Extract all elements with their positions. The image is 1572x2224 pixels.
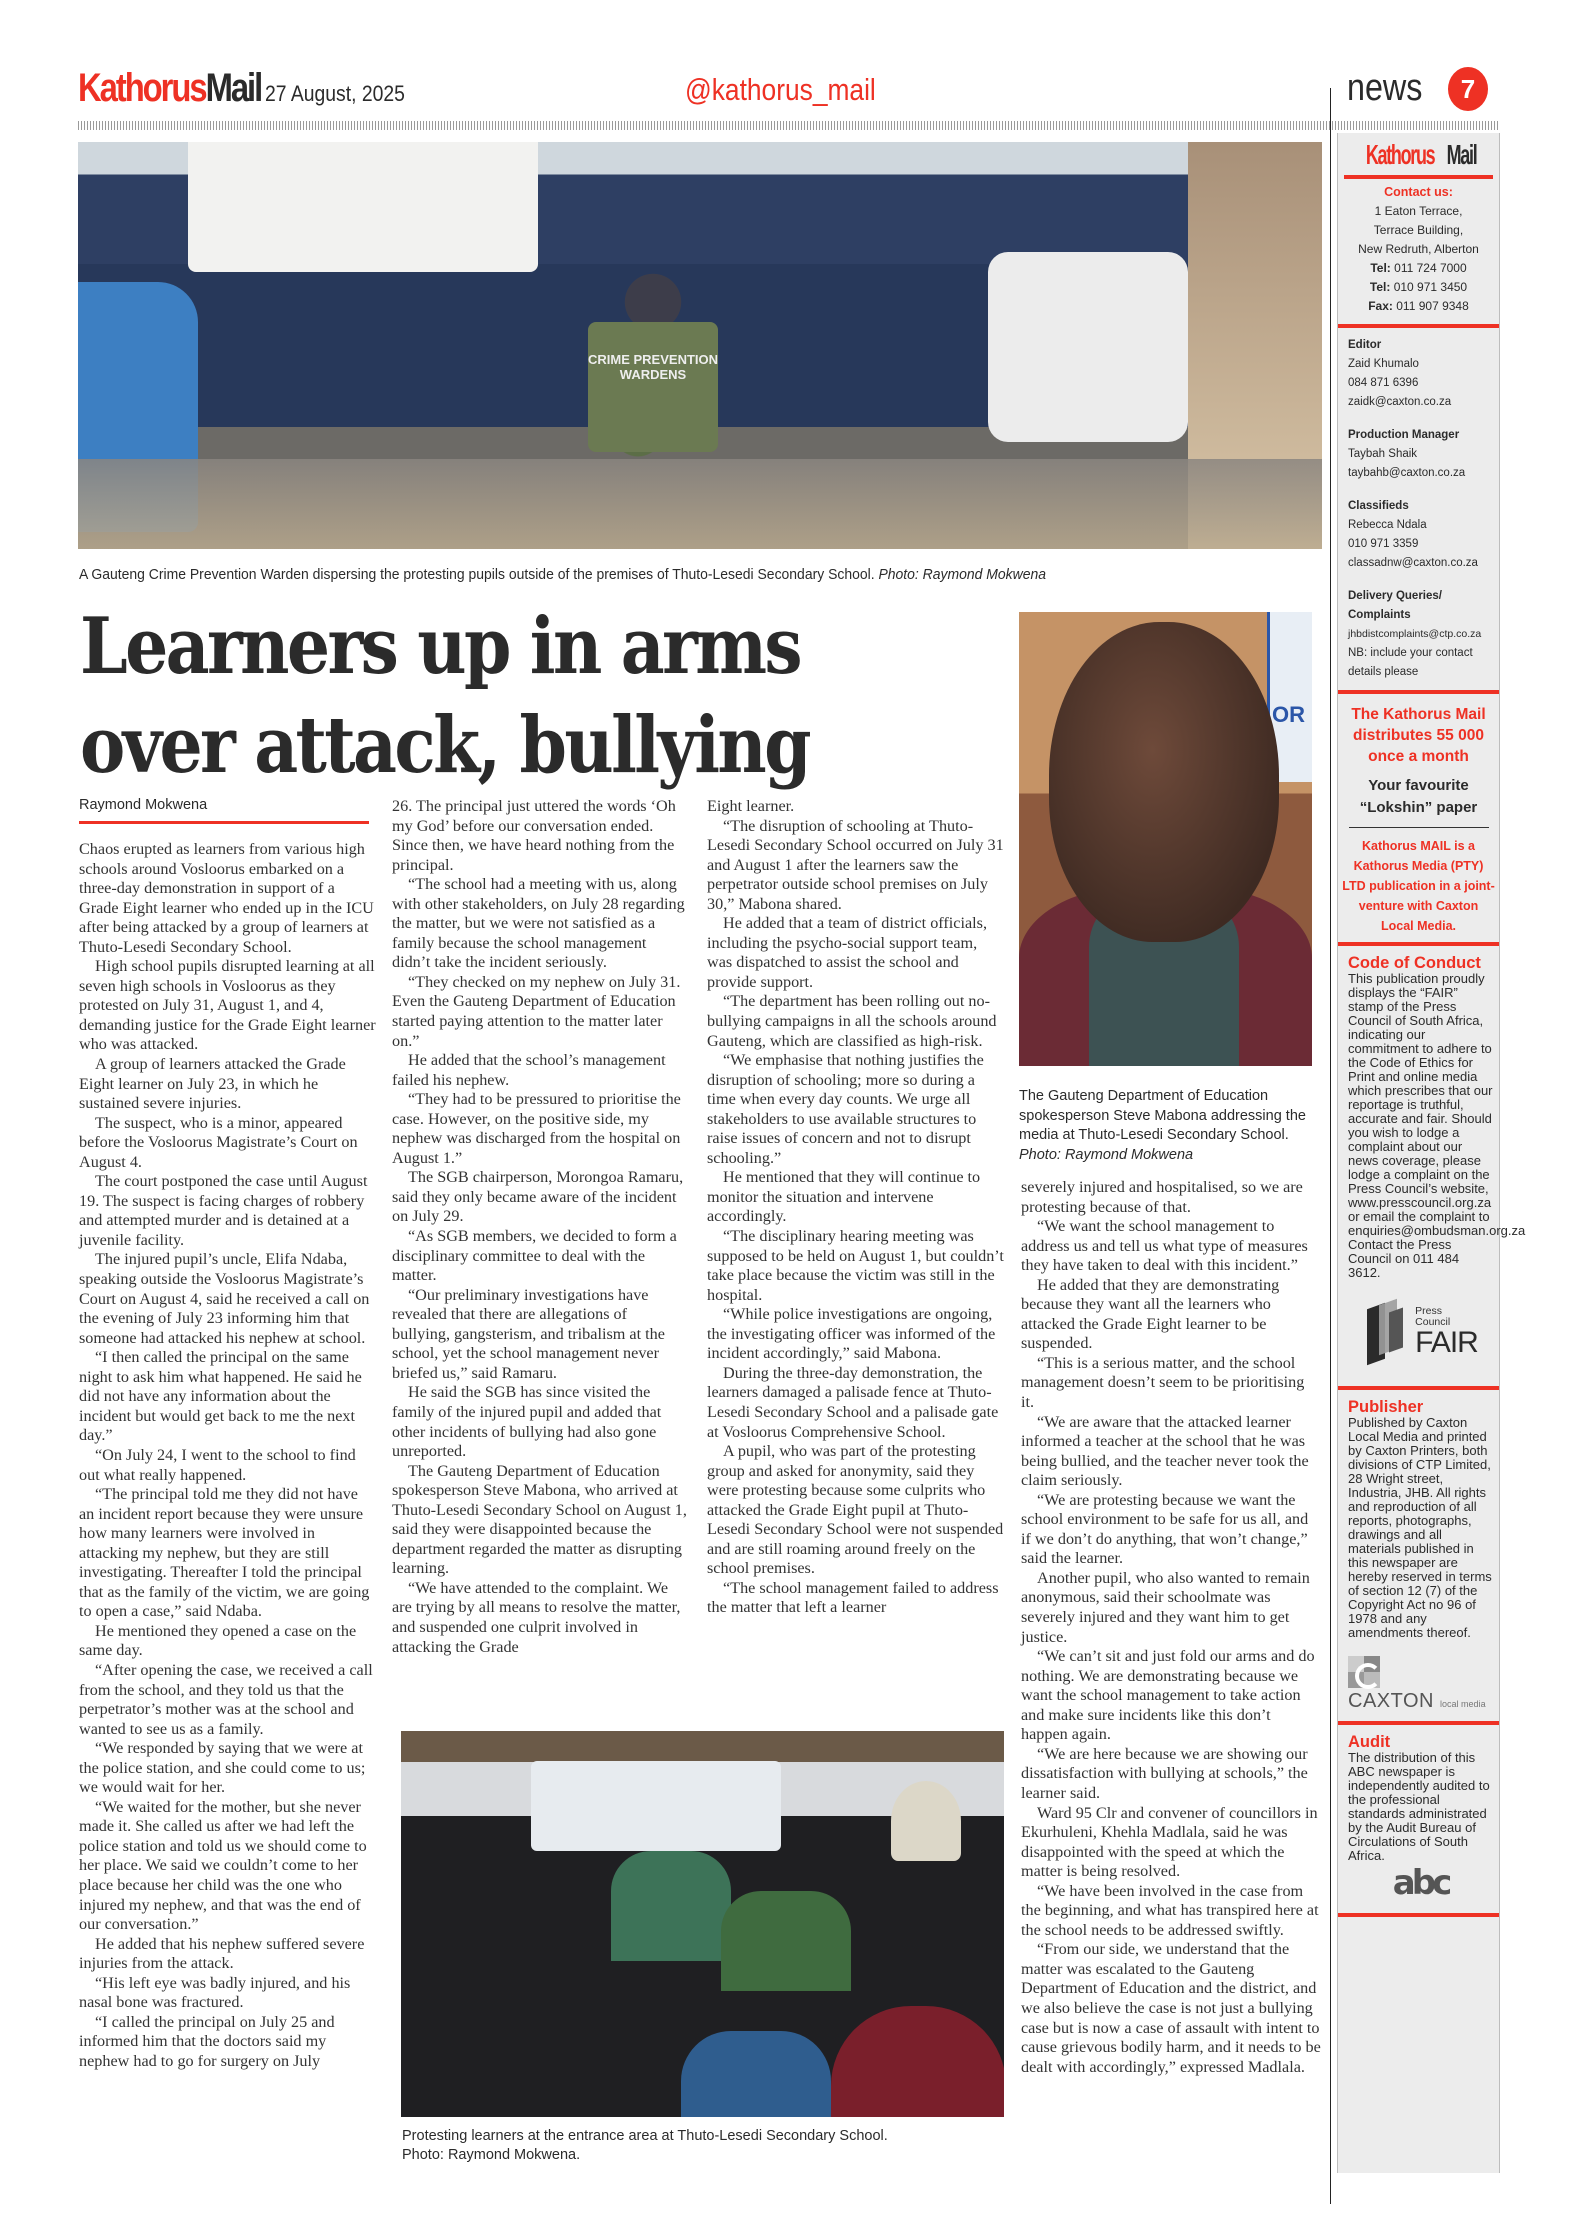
police-van-shape bbox=[531, 1761, 781, 1851]
paragraph: “I called the principal on July 25 and informed him that the doctors said my nephew had to go for surgery on July bbox=[79, 2012, 335, 2070]
main-photo-caption: A Gauteng Crime Prevention Warden dispersing the protesting pupils outside of the premises of Thuto-Lesedi Secondary School. Photo: Raymond Mokwena bbox=[79, 566, 1046, 583]
staff-directory bbox=[1338, 328, 1499, 690]
paragraph: “The principal told me they did not have an incident report because they were unsure how many learners were involved in attacking my nephew, but they are still investigating. Thereafter I told the principal that as the family of the victim, we are going to open a case,” said Ndaba. bbox=[79, 1485, 370, 1621]
paragraph: “We responded by saying that we were at the police station, and she could come to us; we would wait for her. bbox=[79, 1739, 366, 1797]
paragraph: “The school had a meeting with us, along with other stakeholders, on July 28 regarding the matter, but we were not satisfied as a family because the school management didn’t take the incident seriously. bbox=[392, 875, 685, 972]
staff-detail: Rebecca Ndala bbox=[1348, 519, 1427, 531]
paragraph: “We have attended to the complaint. We are trying by all means to resolve the matter, and suspended one culprit involved in attacking the Grade bbox=[392, 1578, 681, 1656]
code-of-conduct bbox=[1338, 946, 1526, 1386]
paragraph: He added that the school’s management failed his nephew. bbox=[392, 1051, 666, 1089]
section-heading: Publisher bbox=[1348, 1398, 1424, 1416]
staff-email: taybahb@caxton.co.za bbox=[1348, 467, 1466, 479]
press-council-fair-logo: Press Council FAIR bbox=[1348, 1298, 1493, 1366]
paragraph: severely injured and hospitalised, so we are protesting because of that. bbox=[1021, 1178, 1303, 1216]
staff-role: Editor bbox=[1348, 339, 1382, 351]
paragraph: He mentioned that they will continue to monitor the situation and intervene accordingly. bbox=[707, 1168, 981, 1226]
paragraph: “I then called the principal on the same night to ask him what happened. He said he did not have any information about the incident but would get back to me the next day.” bbox=[79, 1348, 362, 1445]
article-column-1 bbox=[79, 840, 376, 2071]
info-sidebar bbox=[1337, 133, 1526, 2173]
face-shape bbox=[1049, 622, 1279, 942]
section-heading: Code of Conduct bbox=[1348, 954, 1481, 972]
paragraph: “Our preliminary investigations have revealed that there are allegations of bullying, gangsterism, and tribalism at the school, yet the school management never briefed us,” said Ramaru. bbox=[392, 1285, 665, 1382]
crowd-photo-caption: Protesting learners at the entrance area at Thuto-Lesedi Secondary School. Photo: Raymond Mokwena. bbox=[402, 2128, 888, 2163]
sidebar-rule bbox=[1338, 1913, 1499, 1917]
contact-block bbox=[1338, 179, 1499, 324]
photo-credit: Photo: Raymond Mokwena bbox=[878, 566, 1046, 583]
paragraph: He said the SGB has since visited the family of the injured pupil and added that other incidents of bullying had also gone unreported. bbox=[392, 1383, 662, 1461]
paragraph: “We are here because we are showing our dissatisfaction with bullying at schools,” the learner said. bbox=[1021, 1744, 1308, 1802]
audit-info bbox=[1338, 1725, 1499, 1913]
car-shape bbox=[988, 252, 1188, 442]
paragraph: High school pupils disrupted learning at all seven high schools in Vosloorus as they protested on July 31, August 1, and 4, demanding justice for the Grade Eight learner who was attacked. bbox=[79, 957, 376, 1054]
photo-credit: Photo: Raymond Mokwena. bbox=[402, 2147, 581, 2163]
paragraph: “We waited for the mother, but she never made it. She called us after we had left the police station and told us we should come to her place. We said we couldn’t come to her place because her child was the one who injured my nephew, and that was the end of our conversation.” bbox=[79, 1797, 367, 1934]
bus-shape bbox=[188, 142, 538, 272]
paragraph: “We can’t sit and just fold our arms and do nothing. We are demonstrating because we want the school management to take action and make sure incidents like this don’t happen again. bbox=[1021, 1647, 1315, 1744]
page-number-badge: 7 bbox=[1448, 67, 1488, 111]
sidebar-logo: Kathorus Mail bbox=[1365, 139, 1477, 170]
paragraph: “The school management failed to address the matter that left a learner bbox=[707, 1578, 999, 1617]
abc-logo-icon: abc bbox=[1392, 1863, 1449, 1903]
main-photo bbox=[78, 142, 1322, 549]
article-column-4 bbox=[1021, 1178, 1321, 2077]
paragraph: “We emphasise that nothing justifies the disruption of schooling; more so during a time when every day counts. We urge all stakeholders to use available structures to raise issues of concern and not to disrupt schooling.” bbox=[707, 1051, 984, 1167]
contact-title: Contact us: bbox=[1384, 185, 1453, 199]
portrait-caption: The Gauteng Department of Education spokesperson Steve Mabona addressing the media at Thuto-Lesedi Secondary School. Photo: Raymond Mokwena bbox=[1019, 1088, 1306, 1163]
address-line: 1 Eaton Terrace, bbox=[1374, 204, 1463, 218]
code-text: This publication proudly displays the “FAIR” stamp of the Press Council of South Africa, indicating our commitment to adhere to the Code of Ethics for Print and online media which prescribes that our reportage is truthful, accurate and fair. Should you wish to lodge a complaint about our news coverage, please lodge a complaint on the Press Council’s website, www.presscouncil.org.za or email the complaint to enquiries@ombudsman.org.za Contact the Press Council on 011 484 3612. bbox=[1348, 971, 1526, 1280]
paragraph: Chaos erupted as learners from various high schools around Vosloorus embarked on a three-day demonstration in support of a Grade Eight learner who ended up in the ICU after being attacked by a group of learners at Thuto-Lesedi Secondary School. bbox=[79, 840, 374, 956]
issue-date: 27 August, 2025 bbox=[265, 81, 406, 106]
learner-shape bbox=[611, 1851, 731, 1961]
caxton-logo: CAXTON local media bbox=[1338, 1646, 1499, 1721]
paragraph: “We have been involved in the case from the beginning, and what has transpired here at the school needs to be addressed swiftly. bbox=[1021, 1881, 1319, 1939]
staff-email: jhbdistcomplaints@ctp.co.za bbox=[1348, 628, 1482, 640]
paragraph: “As SGB members, we decided to form a disciplinary committee to deal with the matter. bbox=[392, 1227, 677, 1285]
paragraph: “We are aware that the attacked learner informed a teacher at the school that he was being bullied, and the teacher never took the claim seriously. bbox=[1021, 1412, 1309, 1490]
fair-icon bbox=[1363, 1298, 1409, 1366]
header-rule bbox=[78, 121, 1498, 130]
fax-line: Fax: 011 907 9348 bbox=[1368, 299, 1469, 313]
photo-credit: Photo: Raymond Mokwena bbox=[1019, 1146, 1194, 1163]
sign-shape: OR bbox=[1267, 612, 1312, 782]
masthead bbox=[78, 68, 424, 118]
paragraph: 26. The principal just uttered the words ‘Oh my God’ before our conversation ended. Since then, we have heard nothing from the principal. bbox=[392, 797, 676, 874]
distribution-promo bbox=[1338, 694, 1499, 942]
paragraph: He added that his nephew suffered severe injuries from the attack. bbox=[79, 1934, 365, 1973]
staff-email: classadnw@caxton.co.za bbox=[1348, 557, 1478, 569]
paragraph: The Gauteng Department of Education spokesperson Steve Mabona, who arrived at Thuto-Lesedi Secondary School on August 1, said they were disappointed because the department regarded the matter as disrupting learning. bbox=[392, 1461, 687, 1578]
audit-text: The distribution of this ABC newspaper is independently audited to the professional standards administrated by the Audit Bureau of Circulations of South Africa. bbox=[1348, 1750, 1490, 1863]
publisher-info bbox=[1338, 1390, 1499, 1646]
paragraph: He mentioned they opened a case on the same day. bbox=[79, 1621, 357, 1660]
paragraph: “The department has been rolling out no-bullying campaigns in all the schools around Gauteng, which are classified as high-risk. bbox=[707, 992, 997, 1050]
distribution-text: The Kathorus Mail distributes 55 000 once a month bbox=[1351, 706, 1486, 765]
ownership-text: Kathorus MAIL is a Kathorus Media (PTY) LTD publication in a joint-venture with Caxton Local Media. bbox=[1342, 839, 1495, 933]
paragraph: A pupil, who was part of the protesting group and asked for anonymity, said they were protesting because some culprits who attacked the Grade Eight pupil at Thuto-Lesedi Secondary School were not suspended and are still roaming around freely on the school premises. bbox=[707, 1442, 1004, 1578]
paragraph: “While police investigations are ongoing, the investigating officer was informed of the incident accordingly,” said Mabona. bbox=[707, 1305, 996, 1363]
paragraph: The injured pupil’s uncle, Elifa Ndaba, speaking outside the Vosloorus Magistrate’s Court on August 4, said he received a call on the evening of July 23 informing him that someone had attacked his nephew at school. bbox=[79, 1250, 370, 1347]
learner-shape bbox=[891, 1781, 961, 1861]
paragraph: “We want the school management to address us and tell us what type of measures they have taken to deal with this incident.” bbox=[1021, 1217, 1308, 1275]
staff-role: Delivery Queries/ Complaints bbox=[1348, 590, 1442, 621]
address-line: New Redruth, Alberton bbox=[1358, 242, 1479, 256]
paragraph: “The disruption of schooling at Thuto-Lesedi Secondary School occurred on July 31 and August 1 after the learners saw the perpetrator outside school premises on July 30,” Mabona shared. bbox=[707, 816, 1004, 913]
paragraph: The SGB chairperson, Morongoa Ramaru, said they only became aware of the incident on July 29. bbox=[392, 1168, 684, 1226]
learner-shape bbox=[831, 2006, 1004, 2117]
paragraph: “We are protesting because we want the school environment to be safe for us all, and if we don’t do anything, that won’t change,” said the learner. bbox=[1021, 1490, 1309, 1568]
section-label: news bbox=[1347, 67, 1423, 109]
address-line: Terrace Building, bbox=[1373, 223, 1464, 237]
paragraph: He added that a team of district officials, including the psycho-social support team, was dispatched to assist the school and provide support. bbox=[707, 914, 988, 991]
newspaper-logo: KathorusMail bbox=[78, 66, 262, 110]
publisher-text: Published by Caxton Local Media and printed by Caxton Printers, both divisions of CTP Limited, 28 Wright street, Industria, JHB. All rights and reproduction of all reports, photographs, drawings and all materials published in this newspaper are hereby reserved in terms of section 12 (7) of the Copyright Act no 96 of 1978 and any amendments thereof. bbox=[1348, 1415, 1492, 1640]
divider bbox=[1349, 827, 1489, 828]
paragraph: “This is a serious matter, and the school management doesn’t seem to be prioritising it. bbox=[1021, 1353, 1305, 1412]
learner-shape bbox=[681, 2031, 831, 2117]
headline: Learners up in arms over attack, bullying bbox=[80, 601, 810, 791]
section-heading: Audit bbox=[1348, 1733, 1391, 1751]
staff-detail: Taybah Shaik bbox=[1348, 448, 1418, 460]
paragraph: Eight learner. bbox=[707, 797, 795, 815]
staff-detail: Zaid Khumalo bbox=[1348, 358, 1419, 370]
paragraph: He added that they are demonstrating because they want all the learners who attacked the Grade Eight learner to be suspended. bbox=[1021, 1275, 1280, 1353]
byline: Raymond Mokwena bbox=[79, 797, 208, 813]
paragraph: “After opening the case, we received a call from the school, and they told us that the perpetrator’s mother was at the school and wanted to see us as a family. bbox=[79, 1660, 373, 1738]
crowd-photo bbox=[401, 1731, 1004, 2117]
portrait-photo bbox=[1019, 612, 1312, 1066]
learner-shape bbox=[721, 1891, 851, 1991]
paragraph: “From our side, we understand that the matter was escalated to the Gauteng Department of Education and the district, and we also believe the case is not just a bullying case but is now a case of assault with intent to cause grievous bodily harm, and it needs to be dealt with accordingly,” expressed Madlala. bbox=[1021, 1940, 1321, 2076]
paragraph: The suspect, who is a minor, appeared before the Vosloorus Magistrate’s Court on August 4. bbox=[79, 1113, 358, 1171]
paragraph: “They had to be pressured to prioritise the case. However, on the positive side, my nephew was discharged from the hospital on August 1.” bbox=[392, 1090, 681, 1167]
paragraph: “On July 24, I went to the school to find out what really happened. bbox=[79, 1445, 356, 1484]
staff-detail: 084 871 6396 bbox=[1348, 377, 1419, 389]
paragraph: A group of learners attacked the Grade Eight learner on July 23, in which he sustained severe injuries. bbox=[79, 1055, 346, 1113]
ground-shape bbox=[78, 459, 1322, 549]
paragraph: During the three-day demonstration, the learners damaged a palisade fence at Thuto-Lesedi Secondary School and a palisade gate at Vosloorus Comprehensive School. bbox=[707, 1363, 999, 1441]
paragraph: The court postponed the case until August 19. The suspect is facing charges of robbery and attempted murder and is detained at a juvenile facility. bbox=[79, 1172, 368, 1249]
caxton-icon bbox=[1348, 1656, 1380, 1688]
phone-line: Tel: 010 971 3450 bbox=[1369, 280, 1468, 294]
social-handle: @kathorus_mail bbox=[685, 72, 876, 107]
paragraph: “His left eye was badly injured, and his nasal bone was fractured. bbox=[79, 1973, 351, 2012]
byline-rule bbox=[79, 821, 369, 824]
staff-role: Classifieds bbox=[1348, 500, 1409, 512]
article-column-3 bbox=[707, 797, 1005, 1618]
article-column-2 bbox=[392, 797, 687, 1657]
paragraph: Ward 95 Clr and convener of councillors in Ekurhuleni, Khehla Madlala, said he was disappointed with the speed at which the matter is being resolved. bbox=[1021, 1803, 1318, 1881]
tagline: Your favourite “Lokshin” paper bbox=[1359, 777, 1478, 816]
staff-detail: NB: include your contact details please bbox=[1348, 647, 1473, 678]
staff-email: zaidk@caxton.co.za bbox=[1348, 396, 1452, 408]
paragraph: Another pupil, who also wanted to remain anonymous, said their schoolmate was severely injured and they want him to get justice. bbox=[1021, 1568, 1310, 1646]
staff-detail: 010 971 3359 bbox=[1348, 538, 1419, 550]
phone-line: Tel: 011 724 7000 bbox=[1370, 261, 1467, 275]
column-divider bbox=[1330, 88, 1331, 2204]
paragraph: “They checked on my nephew on July 31. Even the Gauteng Department of Education started paying attention to the matter later on.” bbox=[392, 972, 681, 1050]
staff-role: Production Manager bbox=[1348, 429, 1460, 441]
paragraph: “The disciplinary hearing meeting was supposed to be held on August 1, but couldn’t take place because the victim was still in the hospital. bbox=[707, 1227, 1004, 1304]
warden-vest: CRIME PREVENTION WARDENS bbox=[588, 322, 718, 452]
